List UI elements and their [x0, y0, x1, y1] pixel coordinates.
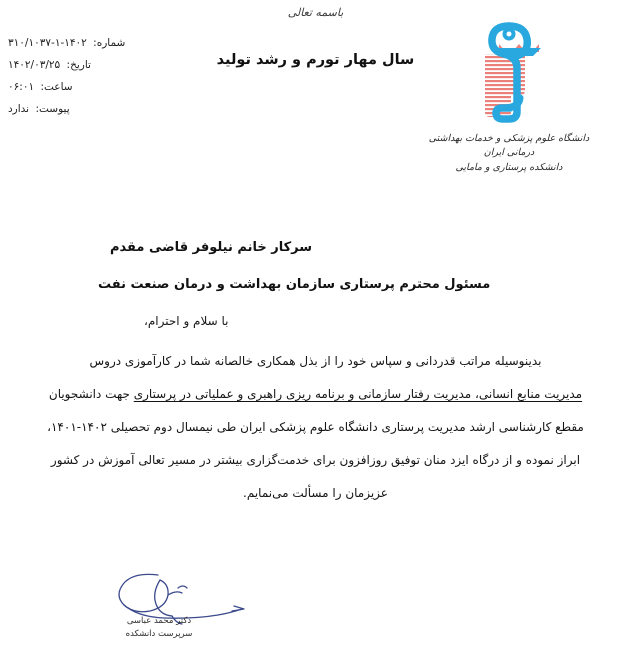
letter-meta-block [8, 38, 198, 126]
body-line-5: عزیزمان را مسألت می‌نمایم. [243, 486, 388, 500]
meta-row-attachment [8, 104, 198, 115]
letter-body [32, 345, 599, 510]
logo-caption [419, 132, 599, 175]
signatory [44, 615, 274, 641]
attachment-value: ندارد [8, 103, 30, 116]
greeting-line: با سلام و احترام، [144, 314, 229, 328]
body-line-2-tail: جهت دانشجویان [48, 387, 134, 401]
signature-block [44, 571, 274, 641]
basmala-text: باسمه تعالی [287, 6, 344, 19]
recipient-block [0, 240, 631, 328]
body-line-2 [32, 378, 599, 411]
date-value: ۱۴۰۲/۰۳/۲۵ [8, 59, 61, 72]
logo-caption-line2: دانشکده پرستاری و مامایی [455, 161, 563, 173]
organization-logo-block [419, 20, 599, 175]
signatory-name: دکتر محمد عباسی [126, 615, 192, 626]
body-line-1: بدینوسیله مراتب قدردانی و سپاس خود را از بذل همکاری خالصانه شما در کارآموزی دروس [89, 354, 542, 368]
time-label: ساعت: [40, 81, 73, 94]
attachment-label: پیوست: [35, 103, 70, 116]
meta-row-number [8, 38, 198, 49]
meta-row-time [8, 82, 198, 93]
year-slogan: سال مهار تورم و رشد تولید [216, 52, 415, 68]
body-line-2-underlined: مدیریت منابع انسانی، مدیریت رفتار سازمانی و برنامه ریزی راهبری و عملیاتی در پرستاری [133, 387, 583, 401]
time-value: ۰۶:۰۱ [8, 81, 35, 94]
signatory-position: سرپرست دانشکده [125, 628, 193, 639]
recipient-title: مسئول محترم پرستاری سازمان بهداشت و درمان صنعت نفت [98, 277, 491, 292]
university-logo-icon [463, 20, 555, 128]
number-value: ۱۴۰۲-۱-۳۱۰/۱۰۳۷ [8, 37, 87, 49]
meta-row-date [8, 60, 198, 71]
logo-caption-line1: دانشگاه علوم پزشکی و خدمات بهداشتی درمانی ایران [428, 133, 590, 159]
date-label: تاریخ: [66, 59, 91, 72]
body-line-3: مقطع کارشناسی ارشد مدیریت پرستاری دانشگاه علوم پزشکی ایران طی نیمسال دوم تحصیلی ۱۴۰۲-۱۴۰۱، [47, 420, 584, 434]
number-label: شماره: [93, 37, 126, 49]
body-line-4: ابراز نموده و از درگاه ایزد منان توفیق روزافزون برای خدمت‌گزاری بیشتر در مسیر تعالی آموزش در کشور [50, 453, 581, 467]
recipient-name: سرکار خانم نیلوفر قاضی مقدم [110, 240, 313, 255]
